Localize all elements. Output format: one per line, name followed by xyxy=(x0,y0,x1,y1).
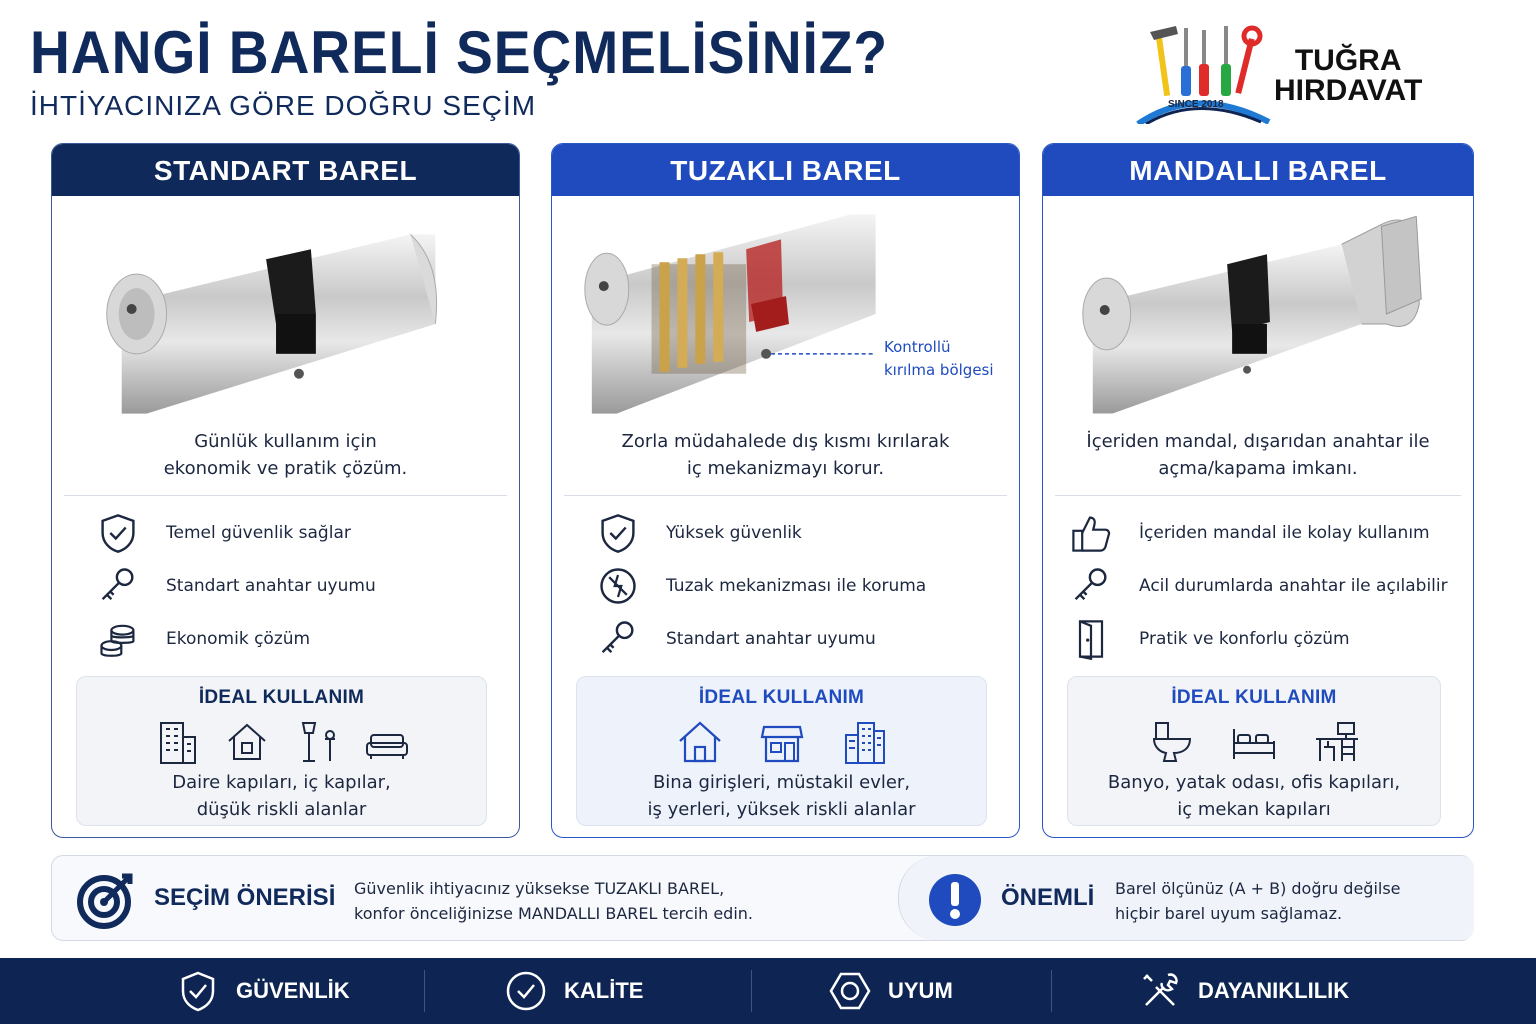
page-subtitle: İHTİYACINIZA GÖRE DOĞRU SEÇİM xyxy=(30,90,537,121)
footer-divider xyxy=(424,970,425,1012)
ideal-title: İDEAL KULLANIM xyxy=(1171,687,1337,708)
recommendation-line1: Güvenlik ihtiyacınız yüksekse TUZAKLI BAREL, xyxy=(354,879,725,898)
ideal-icons xyxy=(577,719,986,765)
logo-since: SINCE 2018 xyxy=(1168,99,1224,110)
logo-name-line2: HIRDAVAT xyxy=(1274,74,1423,107)
ideal-title: İDEAL KULLANIM xyxy=(198,687,365,708)
ideal-line1: Banyo, yatak odası, ofis kapıları, xyxy=(1107,772,1401,793)
ideal-title: İDEAL KULLANIM xyxy=(698,687,865,708)
card-mandalli xyxy=(1042,143,1474,838)
key-icon xyxy=(596,617,640,661)
office-building-icon xyxy=(840,719,888,765)
important-label: ÖNEMLİ xyxy=(1001,884,1095,911)
ideal-line1: Bina girişleri, müstakil evler, xyxy=(652,772,911,793)
footer-item-guvenlik xyxy=(176,958,350,1024)
recommendation-text xyxy=(354,876,753,926)
coins-icon xyxy=(96,617,140,661)
hex-nut-icon xyxy=(828,969,872,1013)
card-title: STANDART BAREL xyxy=(52,144,519,196)
feature-list xyxy=(96,506,509,665)
card-description xyxy=(552,428,1019,482)
house-icon xyxy=(223,719,271,765)
house-icon xyxy=(676,719,724,765)
feature-item xyxy=(596,612,1009,665)
feature-text: Tuzak mekanizması ile koruma xyxy=(666,575,927,596)
tools-icon xyxy=(1138,969,1182,1013)
feature-item xyxy=(1069,506,1463,559)
ideal-line2: düşük riskli alanlar xyxy=(196,799,367,820)
header xyxy=(30,18,1130,122)
brand-logo xyxy=(1136,14,1446,124)
feature-text: Ekonomik çözüm xyxy=(166,628,311,649)
footer-item-dayaniklilik xyxy=(1138,958,1349,1024)
sofa-icon xyxy=(363,719,411,765)
desc-line2: iç mekanizmayı korur. xyxy=(686,458,885,479)
logo-name xyxy=(1274,46,1422,106)
desc-line2: açma/kapama imkanı. xyxy=(1158,458,1358,479)
card-title: TUZAKLI BAREL xyxy=(552,144,1019,196)
recommendation-section xyxy=(52,856,897,940)
ideal-usage-box xyxy=(576,676,987,826)
footer-item-kalite xyxy=(504,958,643,1024)
desc-line2: ekonomik ve pratik çözüm. xyxy=(163,458,408,479)
divider xyxy=(1055,495,1461,496)
feature-item xyxy=(596,559,1009,612)
feature-item xyxy=(96,559,509,612)
shield-check-icon xyxy=(176,969,220,1013)
footer-label: GÜVENLİK xyxy=(236,978,350,1003)
footer-item-uyum xyxy=(828,958,953,1024)
ideal-line2: iş yerleri, yüksek riskli alanlar xyxy=(647,799,916,820)
ideal-text xyxy=(1068,769,1440,823)
shield-check-icon xyxy=(596,511,640,555)
divider xyxy=(64,495,507,496)
annotation-line2: kırılma bölgesi xyxy=(884,361,994,379)
key-icon xyxy=(1069,564,1113,608)
feature-text: Acil durumlarda anahtar ile açılabilir xyxy=(1139,575,1448,596)
ideal-text xyxy=(77,769,486,823)
ideal-icons xyxy=(77,719,486,765)
annotation-line1: Kontrollü xyxy=(884,338,951,356)
important-section xyxy=(898,856,1474,940)
ideal-icons xyxy=(1068,719,1440,765)
recommendation-label: SEÇİM ÖNERİSİ xyxy=(154,884,336,911)
important-line2: hiçbir barel uyum sağlamaz. xyxy=(1115,904,1343,923)
feature-item xyxy=(596,506,1009,559)
footer-label: DAYANIKLILIK xyxy=(1198,978,1350,1003)
store-icon xyxy=(758,719,806,765)
key-icon xyxy=(96,564,140,608)
feature-list xyxy=(596,506,1009,665)
feature-item xyxy=(96,612,509,665)
card-description xyxy=(52,428,519,482)
desc-line1: İçeriden mandal, dışarıdan anahtar ile xyxy=(1086,431,1430,452)
thumbs-up-icon xyxy=(1069,511,1113,555)
desk-icon xyxy=(1312,719,1360,765)
feature-item xyxy=(1069,612,1463,665)
page-title: HANGİ BARELİ SEÇMELİSİNİZ? xyxy=(30,19,889,86)
ideal-usage-box xyxy=(1067,676,1441,826)
feature-list xyxy=(1069,506,1463,665)
exclamation-icon xyxy=(927,870,987,930)
footer-bar xyxy=(0,958,1536,1024)
ideal-text xyxy=(577,769,986,823)
logo-name-line1: TUĞRA xyxy=(1294,44,1402,77)
card-description xyxy=(1043,428,1473,482)
info-bar xyxy=(51,855,1473,941)
desc-line1: Günlük kullanım için xyxy=(194,431,377,452)
bed-icon xyxy=(1230,719,1278,765)
thumbturn-cylinder-image xyxy=(1043,204,1473,424)
footer-divider xyxy=(1051,970,1052,1012)
footer-label: KALİTE xyxy=(564,978,644,1003)
target-icon xyxy=(76,870,136,930)
feature-item xyxy=(1069,559,1463,612)
feature-text: Temel güvenlik sağlar xyxy=(166,522,351,543)
ideal-line2: iç mekan kapıları xyxy=(1177,799,1331,820)
feature-text: Standart anahtar uyumu xyxy=(666,628,876,649)
footer-divider xyxy=(751,970,752,1012)
trap-cylinder-image xyxy=(552,204,1019,424)
feature-text: İçeriden mandal ile kolay kullanım xyxy=(1139,522,1430,543)
desc-line1: Zorla müdahalede dış kısmı kırılarak xyxy=(621,431,950,452)
shield-check-icon xyxy=(96,511,140,555)
important-text xyxy=(1115,876,1401,926)
recommendation-line2: konfor önceliğinizse MANDALLI BAREL tercih edin. xyxy=(354,904,753,923)
feature-text: Yüksek güvenlik xyxy=(666,522,802,543)
toilet-icon xyxy=(1148,719,1196,765)
important-line1: Barel ölçünüz (A + B) doğru değilse xyxy=(1115,879,1401,898)
check-circle-icon xyxy=(504,969,548,1013)
footer-label: UYUM xyxy=(888,978,953,1003)
feature-text: Standart anahtar uyumu xyxy=(166,575,376,596)
card-tuzakli xyxy=(551,143,1020,838)
card-standart xyxy=(51,143,520,838)
breaking-zone-annotation xyxy=(884,336,994,382)
ideal-line1: Daire kapıları, iç kapılar, xyxy=(172,772,391,793)
door-icon xyxy=(1069,617,1113,661)
feature-text: Pratik ve konforlu çözüm xyxy=(1139,628,1350,649)
feature-item xyxy=(96,506,509,559)
lamp-icon xyxy=(293,719,341,765)
card-title: MANDALLI BAREL xyxy=(1043,144,1473,196)
ideal-usage-box xyxy=(76,676,487,826)
apartment-icon xyxy=(153,719,201,765)
break-icon xyxy=(596,564,640,608)
divider xyxy=(564,495,1007,496)
standard-cylinder-image xyxy=(52,204,519,424)
